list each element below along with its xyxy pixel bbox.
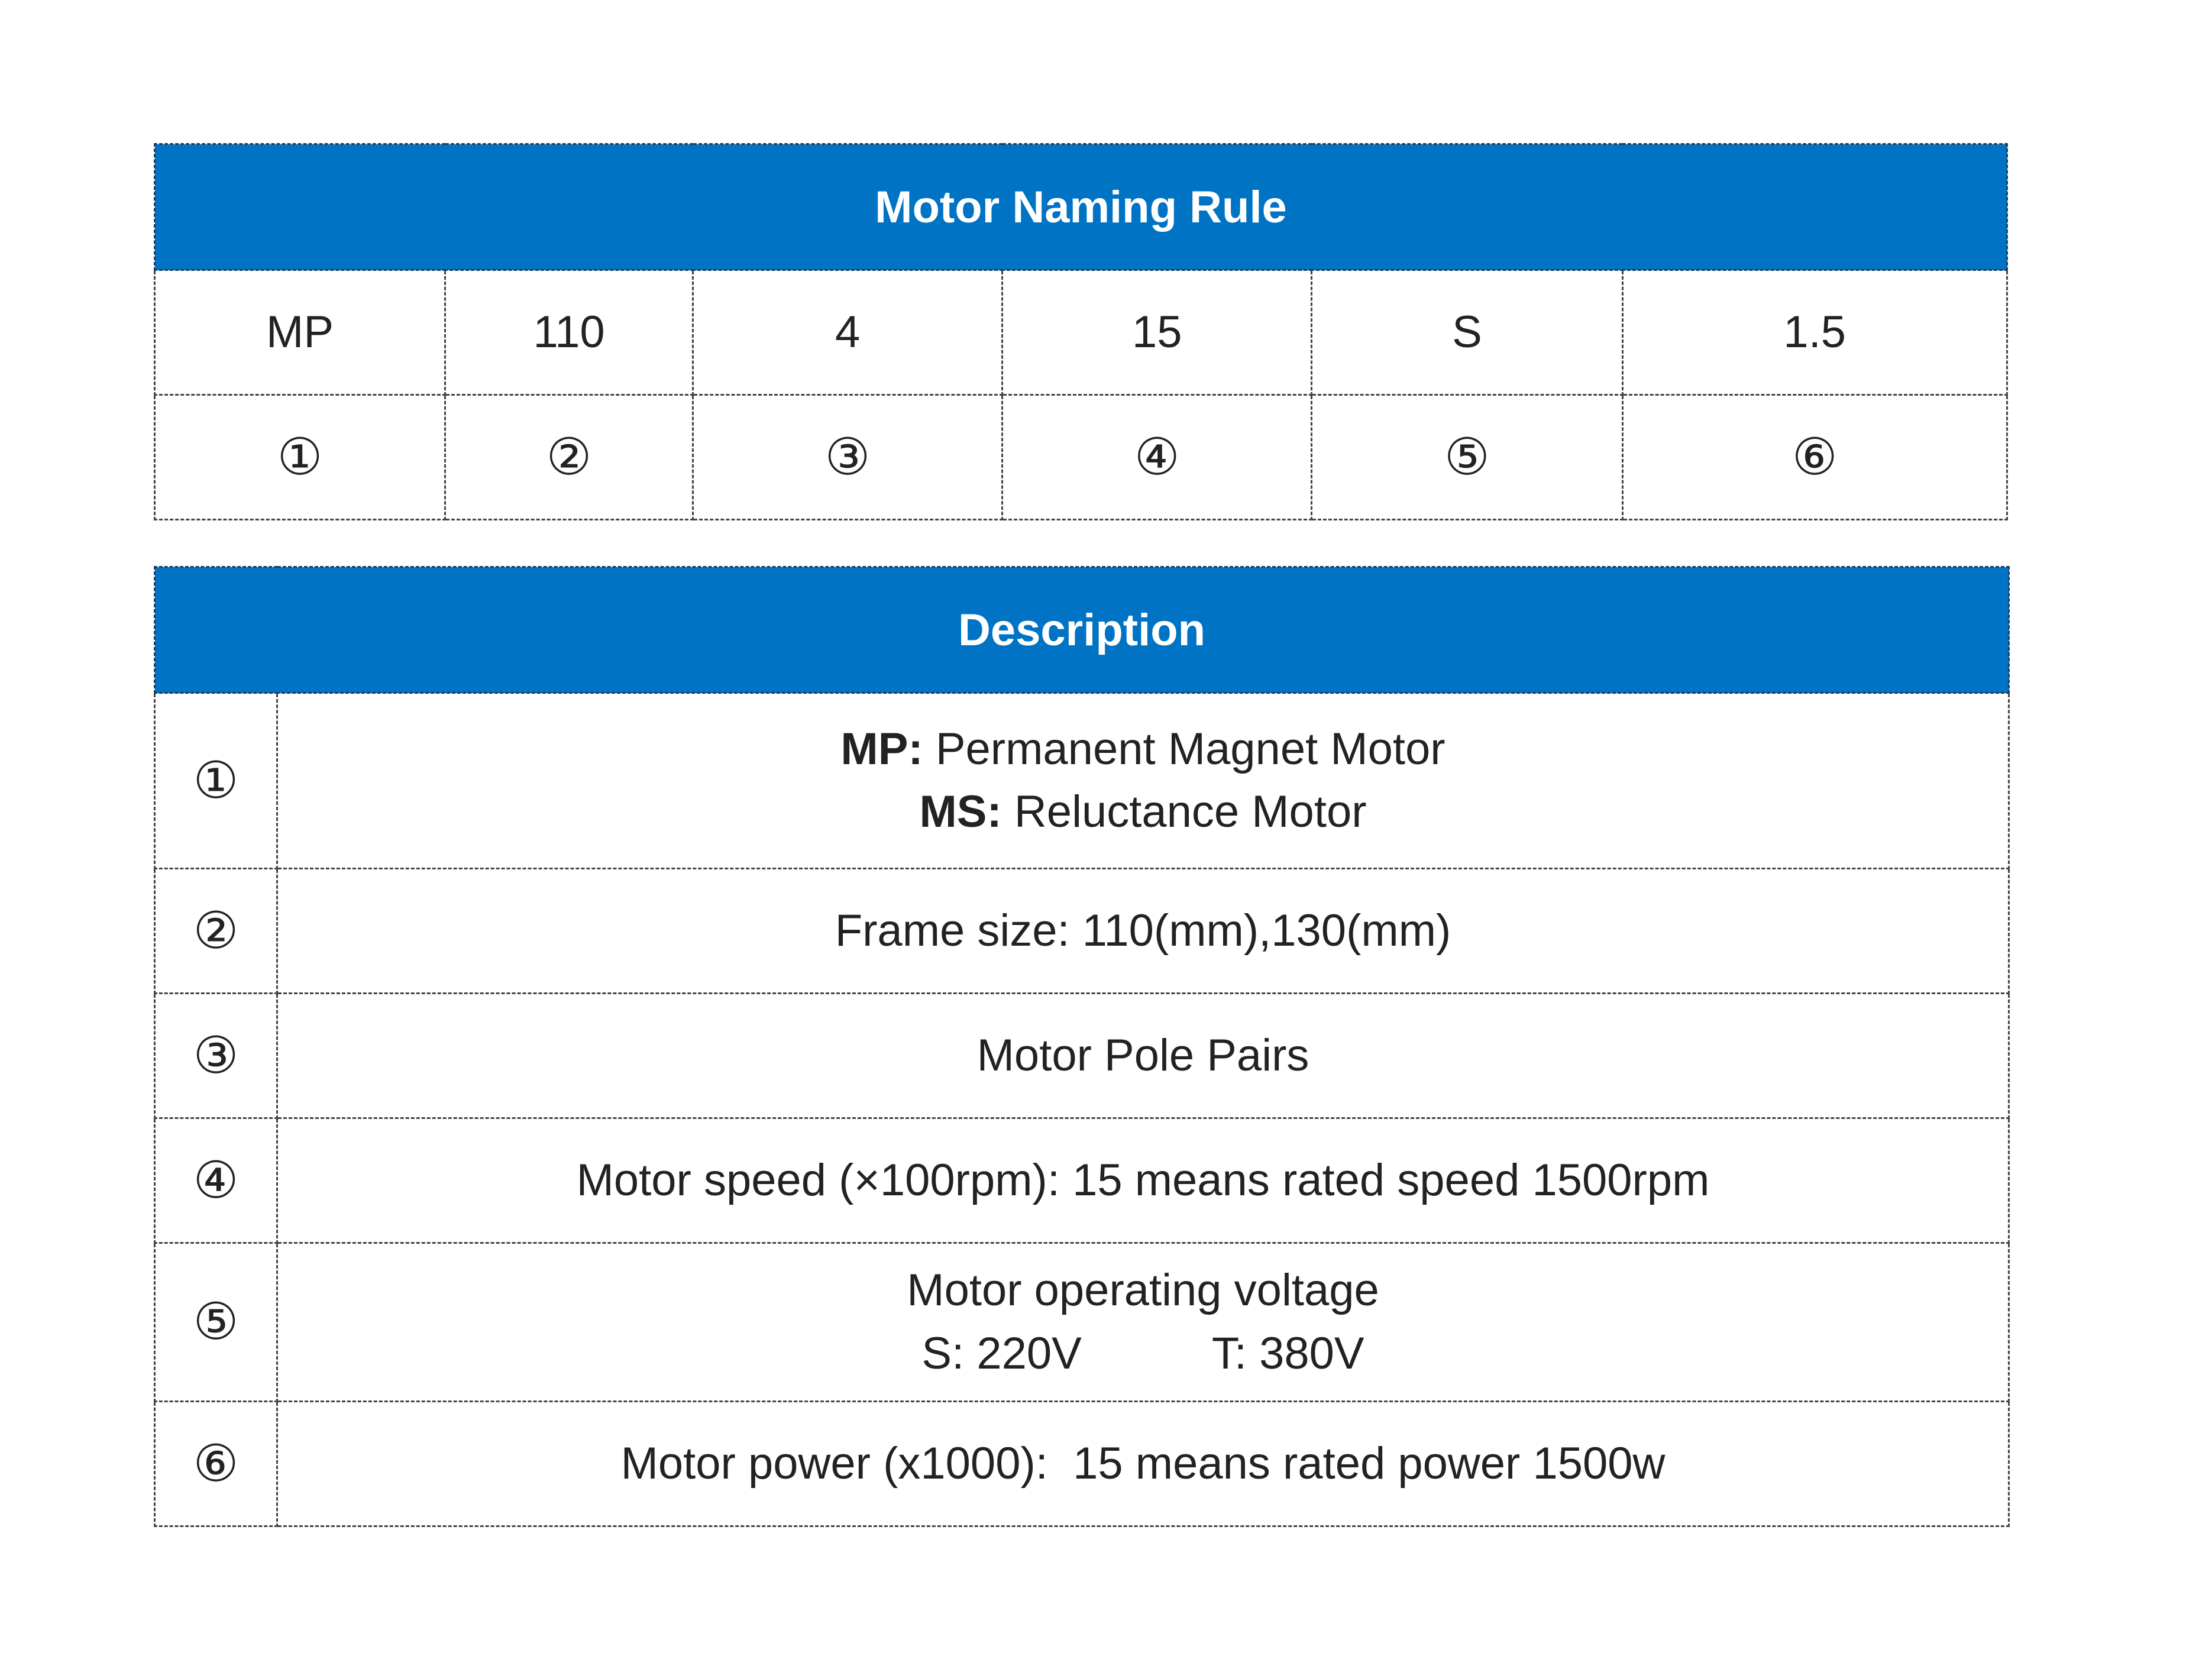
row-number: ③ xyxy=(155,994,277,1118)
type-key-ms: MS: xyxy=(919,787,1002,837)
description-row-3 xyxy=(155,994,2009,1118)
type-text-mp: Permanent Magnet Motor xyxy=(923,723,1445,774)
code-cell-frame: 110 xyxy=(445,270,693,395)
power-description: Motor power (x1000): 15 means rated power 1500w xyxy=(277,1402,2009,1526)
description-row-1 xyxy=(155,693,2009,869)
code-cell-type: MP xyxy=(155,270,445,395)
number-cell-2: ② xyxy=(445,395,693,520)
number-cell-6: ⑥ xyxy=(1622,395,2007,520)
motor-type-description xyxy=(277,693,2009,869)
description-row-4 xyxy=(155,1118,2009,1243)
speed-description: Motor speed (×100rpm): 15 means rated speed 1500rpm xyxy=(277,1118,2009,1243)
number-cell-1: ① xyxy=(155,395,445,520)
number-cell-4: ④ xyxy=(1002,395,1312,520)
type-key-mp: MP: xyxy=(840,723,923,774)
type-text-ms: Reluctance Motor xyxy=(1001,787,1367,837)
voltage-option-s: S: 220V xyxy=(921,1328,1082,1379)
voltage-option-t: T: 380V xyxy=(1211,1328,1364,1379)
code-cell-power: 1.5 xyxy=(1622,270,2007,395)
motor-naming-rule-table xyxy=(154,143,2008,520)
row-number: ② xyxy=(155,869,277,994)
description-row-2 xyxy=(155,869,2009,994)
description-table-title: Description xyxy=(155,567,2009,693)
code-cell-speed: 15 xyxy=(1002,270,1312,395)
code-cell-voltage: S xyxy=(1312,270,1622,395)
row-number: ④ xyxy=(155,1118,277,1243)
row-number: ⑥ xyxy=(155,1402,277,1526)
description-row-6 xyxy=(155,1402,2009,1526)
number-cell-3: ③ xyxy=(693,395,1002,520)
pole-pairs-description: Motor Pole Pairs xyxy=(277,994,2009,1118)
voltage-heading: Motor operating voltage xyxy=(907,1265,1379,1316)
row-number: ① xyxy=(155,693,277,869)
frame-size-description: Frame size: 110(mm),130(mm) xyxy=(277,869,2009,994)
description-row-5 xyxy=(155,1243,2009,1402)
description-table xyxy=(154,566,2010,1527)
naming-table-title: Motor Naming Rule xyxy=(155,144,2007,270)
number-cell-5: ⑤ xyxy=(1312,395,1622,520)
number-row xyxy=(155,395,2007,520)
code-cell-poles: 4 xyxy=(693,270,1002,395)
row-number: ⑤ xyxy=(155,1243,277,1402)
voltage-description xyxy=(277,1243,2009,1402)
code-row xyxy=(155,270,2007,395)
